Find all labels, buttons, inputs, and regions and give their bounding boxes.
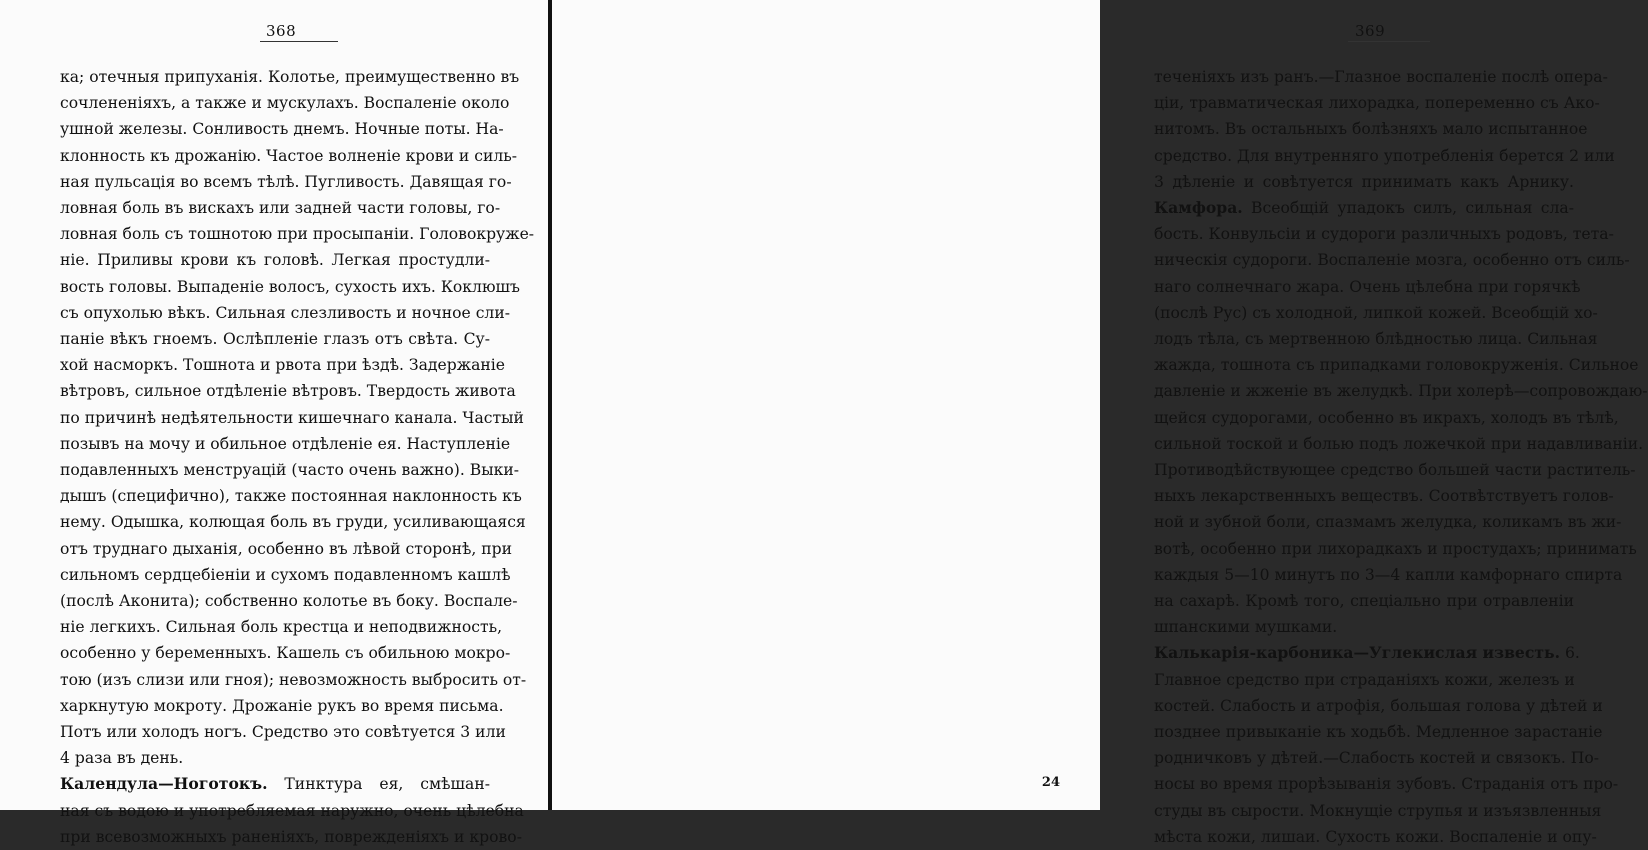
text-line: ная пульсація во всемъ тѣлѣ. Пугливость. Давящая го- xyxy=(60,172,512,191)
text-line: сильной тоской и болью подъ ложечкой при надавливаніи. xyxy=(1154,434,1644,453)
text-line: ніе. Приливы крови къ головѣ. Легкая простудли- xyxy=(60,251,490,270)
text-line: бость. Конвульсіи и судороги различныхъ родовъ, тета- xyxy=(1154,225,1614,244)
page-left xyxy=(0,0,548,846)
text-line: вотѣ, особенно при лихорадкахъ и простудахъ; принимать xyxy=(1154,539,1637,558)
text-line: дышъ (специфично), также постоянная наклонность къ xyxy=(60,487,522,506)
text-line: студы въ сырости. Мокнущіе струпья и изъязвленныя xyxy=(1154,801,1602,820)
text-line: Потъ или холодъ ногъ. Средство это совѣтуется 3 или xyxy=(60,723,506,742)
text-line: сильномъ сердцебіеніи и сухомъ подавленномъ кашлѣ xyxy=(60,565,511,584)
text-line: нему. Одышка, колющая боль въ груди, усиливающаяся xyxy=(60,513,526,532)
text-line: хой насморкъ. Тошнота и рвота при ѣздѣ. Задержаніе xyxy=(60,356,505,375)
folio-rule-left xyxy=(260,41,338,42)
text-line: носы во время прорѣзыванія зубовъ. Страданія отъ про- xyxy=(1154,775,1619,794)
text-line: 3 дѣленіе и совѣтуется принимать какъ Арнику. xyxy=(1154,172,1574,191)
text-line: ныхъ лекарственныхъ веществъ. Соотвѣтствуетъ голов- xyxy=(1154,487,1614,506)
text-line: тою (изъ слизи или гноя); невозможность выбросить от- xyxy=(60,670,527,689)
term-heading: Камфора. xyxy=(1154,198,1243,218)
page-text-left xyxy=(60,64,535,850)
text-line: шпанскими мушками. xyxy=(1154,618,1338,637)
page-number-left: 368 xyxy=(266,22,297,40)
term-heading: Календула—Ноготокъ. xyxy=(60,774,268,794)
text-line: Противодѣйствующее средство большей части раститель- xyxy=(1154,461,1636,480)
text-line: особенно у беременныхъ. Кашель съ обильною мокро- xyxy=(60,644,511,663)
text-line: клонность къ дрожанію. Частое волненіе крови и силь- xyxy=(60,146,518,165)
page-number-right: 369 xyxy=(1355,22,1386,40)
text-line: ной и зубной боли, спазмамъ желудка, коликамъ въ жи- xyxy=(1154,513,1622,532)
text-line: Калькарія-карбоника—Углекислая известь. 6. xyxy=(1154,643,1580,663)
page-text-right xyxy=(1154,64,1648,850)
text-line: Камфора. Всеобщій упадокъ силъ, сильная сла- xyxy=(1154,198,1574,218)
text-line: харкнутую мокроту. Дрожаніе рукъ во время письма. xyxy=(60,696,504,715)
text-line: родничковъ у дѣтей.—Слабость костей и связокъ. По- xyxy=(1154,749,1600,768)
text-line: ная съ водою и употребляемая наружно, очень цѣлебна xyxy=(60,801,524,820)
folio-rule-right xyxy=(1348,41,1430,42)
page-right xyxy=(552,0,1648,846)
text-line: вѣтровъ, сильное отдѣленіе вѣтровъ. Твердость живота xyxy=(60,382,516,401)
text-line: ническія судороги. Воспаленіе мозга, особенно отъ силь- xyxy=(1154,251,1630,270)
text-line: Главное средство при страданіяхъ кожи, железъ и xyxy=(1154,670,1575,689)
text-line: ловная боль съ тошнотою при просыпаніи. Головокруже- xyxy=(60,225,535,244)
text-line: по причинѣ недѣятельности кишечнаго канала. Частый xyxy=(60,408,524,427)
text-line: на сахарѣ. Кромѣ того, спеціально при отравленіи xyxy=(1154,592,1574,611)
text-line: (послѣ Аконита); собственно колотье въ боку. Воспале- xyxy=(60,592,518,611)
text-line: щейся судорогами, особенно въ икрахъ, холодъ въ тѣлѣ, xyxy=(1154,408,1619,427)
text-line: подавленныхъ менструацій (часто очень важно). Выки- xyxy=(60,461,520,480)
text-line: давленіе и жженіе въ желудкѣ. При холерѣ—сопровождаю- xyxy=(1154,382,1648,401)
text-line: костей. Слабость и атрофія, большая голова у дѣтей и xyxy=(1154,696,1603,715)
text-line: при всевозможныхъ раненіяхъ, поврежденіяхъ и крово- xyxy=(60,827,522,846)
text-line: Календула—Ноготокъ. Тинктура ея, смѣшан- xyxy=(60,774,490,794)
text-line: ка; отечныя припуханія. Колотье, преимущественно въ xyxy=(60,68,520,86)
text-line: средство. Для внутренняго употребленія берется 2 или xyxy=(1154,146,1615,165)
text-line: теченіяхъ изъ ранъ.—Глазное воспаленіе послѣ опера- xyxy=(1154,68,1608,86)
text-line: съ опухолью вѣкъ. Сильная слезливость и ночное сли- xyxy=(60,303,511,322)
text-line: ушной железы. Сонливость днемъ. Ночные поты. На- xyxy=(60,120,504,139)
text-line: паніе вѣкъ гноемъ. Ослѣпленіе глазъ отъ свѣта. Су- xyxy=(60,330,490,349)
text-line: вость головы. Выпаденіе волосъ, сухость ихъ. Коклюшъ xyxy=(60,277,520,296)
text-line: наго солнечнаго жара. Очень цѣлебна при горячкѣ xyxy=(1154,277,1581,296)
text-line: ніе легкихъ. Сильная боль крестца и неподвижность, xyxy=(60,618,503,637)
text-line: каждыя 5—10 минутъ по 3—4 капли камфорнаго спирта xyxy=(1154,565,1623,584)
text-line: (послѣ Рус) съ холодной, липкой кожей. Всеобщій хо- xyxy=(1154,303,1598,322)
text-line: позывъ на мочу и обильное отдѣленіе ея. Наступленіе xyxy=(60,434,511,453)
text-line: жажда, тошнота съ припадками головокруженія. Сильное xyxy=(1154,356,1639,375)
text-line: ловная боль въ вискахъ или задней части головы, го- xyxy=(60,199,501,218)
text-line: позднее привыканіе къ ходьбѣ. Медленное зарастаніе xyxy=(1154,723,1603,742)
text-line: мѣста кожи, лишаи. Сухость кожи. Воспаленіе и опу- xyxy=(1154,827,1597,846)
text-line: 4 раза въ день. xyxy=(60,749,184,768)
text-line: ціи, травматическая лихорадка, попеременно съ Ако- xyxy=(1154,94,1600,113)
text-line: лодъ тѣла, съ мертвенною блѣдностью лица. Сильная xyxy=(1154,330,1598,349)
text-line: нитомъ. Въ остальныхъ болѣзняхъ мало испытанное xyxy=(1154,120,1588,139)
text-line: сочлененіяхъ, а также и мускулахъ. Воспаленіе около xyxy=(60,94,510,113)
text-line: отъ труднаго дыханія, особенно въ лѣвой сторонѣ, при xyxy=(60,539,513,558)
term-heading: Калькарія-карбоника—Углекислая известь. xyxy=(1154,643,1561,663)
signature-number: 24 xyxy=(1041,775,1060,790)
